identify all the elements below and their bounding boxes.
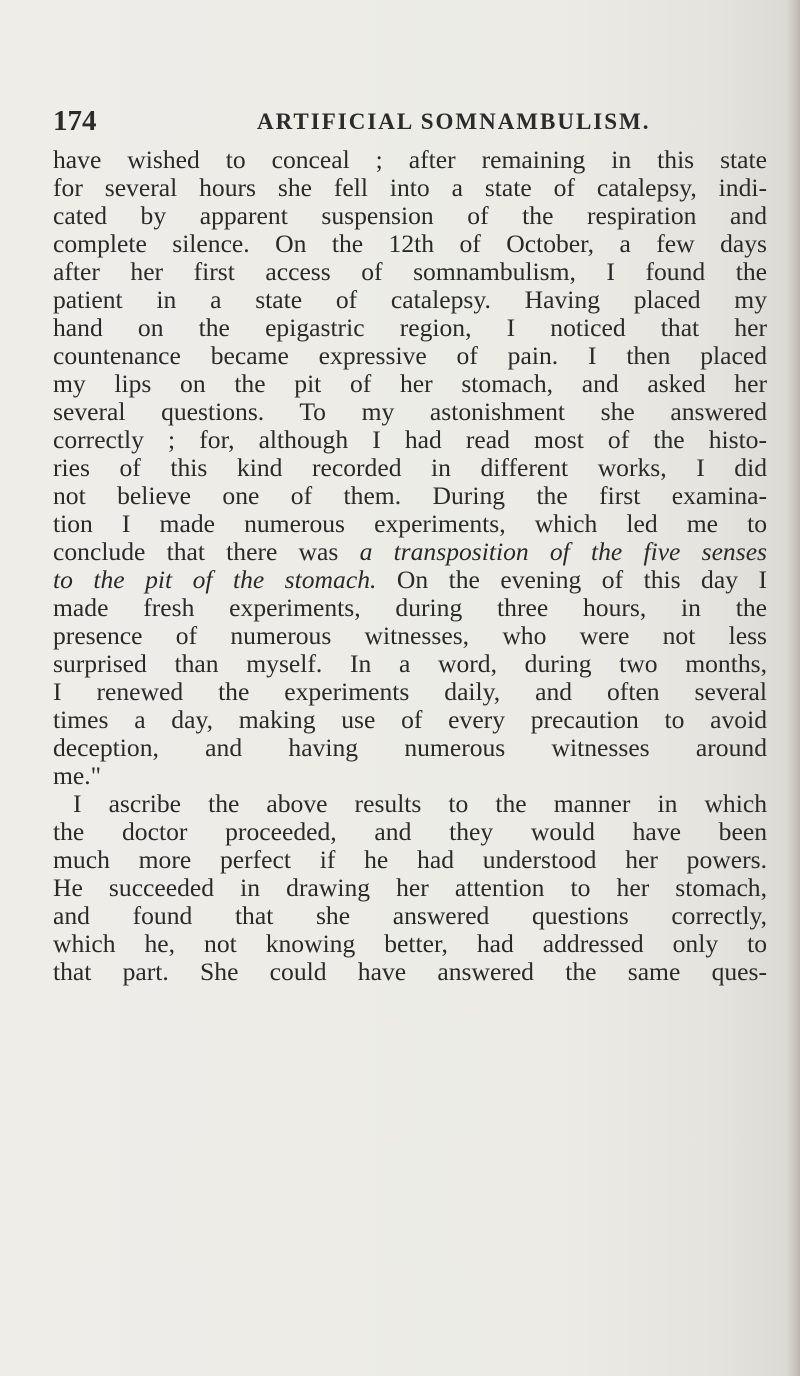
text-line: made fresh experiments, during three hours, in the	[53, 594, 767, 622]
text-line: correctly ; for, although I had read most of the histo-	[53, 426, 767, 454]
text-segment: conclude that there was	[53, 538, 339, 566]
text-line: and found that she answered questions correctly,	[53, 902, 767, 930]
text-line: deception, and having numerous witnesses around	[53, 734, 767, 762]
text-line: me."	[53, 762, 102, 790]
text-line: the doctor proceeded, and they would have been	[53, 818, 767, 846]
text-line: my lips on the pit of her stomach, and asked her	[53, 370, 767, 398]
text-line: surprised than myself. In a word, during two months,	[53, 650, 767, 678]
text-line-with-italic	[53, 566, 767, 594]
text-line: much more perfect if he had understood her powers.	[53, 846, 767, 874]
text-line: I renewed the experiments daily, and often several	[53, 678, 767, 706]
text-line: for several hours she fell into a state of catalepsy, indi-	[53, 174, 767, 202]
text-line: not believe one of them. During the first examina-	[53, 482, 767, 510]
text-line: presence of numerous witnesses, who were not less	[53, 622, 767, 650]
page-number: 174	[53, 105, 97, 137]
page-header	[53, 105, 743, 145]
page-edge-shadow	[786, 0, 800, 1376]
text-line: that part. She could have answered the same ques-	[53, 958, 767, 986]
text-line: He succeeded in drawing her attention to her stomach,	[53, 874, 767, 902]
text-line: several questions. To my astonishment she answered	[53, 398, 767, 426]
running-head: ARTIFICIAL SOMNAMBULISM.	[257, 109, 651, 134]
text-line: cated by apparent suspension of the respiration and	[53, 202, 767, 230]
text-line: which he, not knowing better, had addressed only to	[53, 930, 767, 958]
text-line: I ascribe the above results to the manner in which	[73, 790, 767, 818]
italic-phrase: a transposition of the five senses	[359, 538, 767, 566]
body-text	[53, 146, 773, 986]
text-line: after her first access of somnambulism, I found the	[53, 258, 767, 286]
text-line: patient in a state of catalepsy. Having placed my	[53, 286, 767, 314]
text-segment: On the evening of this day I	[376, 566, 767, 594]
italic-phrase: to the pit of the stomach.	[53, 566, 377, 594]
text-line: hand on the epigastric region, I noticed that her	[53, 314, 767, 342]
text-line: times a day, making use of every precaution to avoid	[53, 706, 767, 734]
text-line: ries of this kind recorded in different works, I did	[53, 454, 767, 482]
text-line: complete silence. On the 12th of October, a few days	[53, 230, 767, 258]
text-line-with-italic	[53, 538, 767, 566]
text-line: have wished to conceal ; after remaining in this state	[53, 146, 767, 174]
text-line: tion I made numerous experiments, which led me to	[53, 510, 767, 538]
text-line: countenance became expressive of pain. I then placed	[53, 342, 767, 370]
